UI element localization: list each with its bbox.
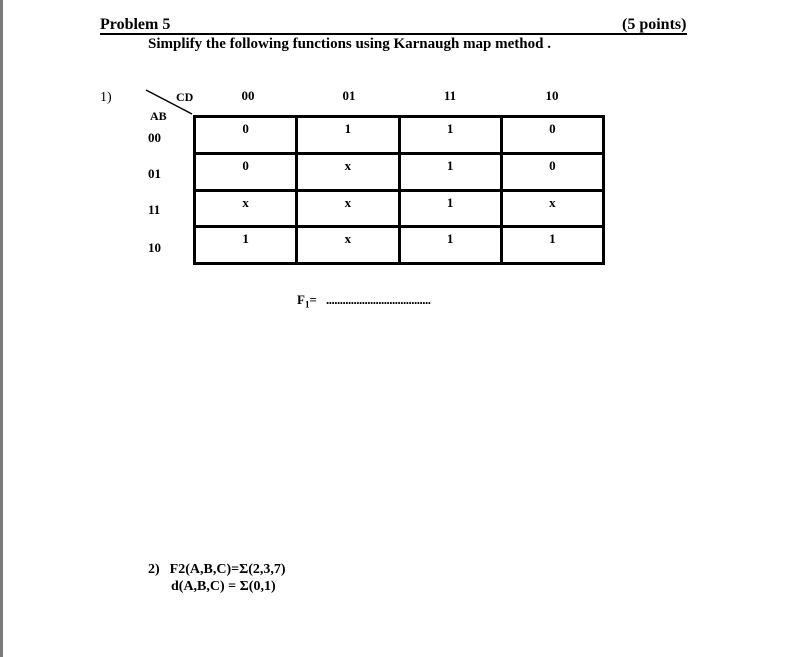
kmap-cell: 1 xyxy=(401,192,503,229)
kmap-cell: 1 xyxy=(196,228,298,265)
kmap-cell: 1 xyxy=(401,228,503,265)
kmap-col-header: 10 xyxy=(545,88,559,103)
answer-label-subscript: 1 xyxy=(304,299,310,310)
instruction-text: Simplify the following functions using Karnaugh map method . xyxy=(148,36,551,52)
kmap-row-header: 00 xyxy=(148,130,161,145)
kmap-row-variables: AB xyxy=(150,109,167,123)
kmap-cell: 1 xyxy=(401,155,503,192)
part2-function-line xyxy=(148,562,286,578)
page-left-edge xyxy=(0,0,3,657)
kmap-cell: x xyxy=(196,192,298,229)
answer-label-f1 xyxy=(297,292,317,310)
kmap-col-header: 11 xyxy=(443,88,457,103)
part1-number: 1) xyxy=(100,90,112,105)
kmap-cell: 1 xyxy=(503,228,605,265)
part2-number: 2) xyxy=(148,562,160,577)
answer-label-equals: = xyxy=(309,292,317,307)
header-rule xyxy=(100,33,687,35)
kmap-col-header: 00 xyxy=(241,88,255,103)
kmap-cell: 1 xyxy=(401,118,503,155)
karnaugh-map-grid xyxy=(193,115,605,265)
kmap-cell: 1 xyxy=(298,118,400,155)
kmap-cell: x xyxy=(503,192,605,229)
kmap-cell: x xyxy=(298,155,400,192)
problem-title: Problem 5 xyxy=(100,16,171,33)
kmap-cell: 0 xyxy=(503,155,605,192)
answer-blank: ...................................... xyxy=(326,292,431,307)
kmap-cell: x xyxy=(298,228,400,265)
kmap-row-header: 01 xyxy=(148,166,161,181)
kmap-row-header: 10 xyxy=(148,240,161,255)
kmap-cell: x xyxy=(298,192,400,229)
kmap-col-header: 01 xyxy=(342,88,356,103)
kmap-row-header: 11 xyxy=(148,202,161,217)
answer-label-main: F xyxy=(297,292,305,307)
part2-dontcare: d(A,B,C) = Σ(0,1) xyxy=(171,579,276,594)
kmap-cell: 0 xyxy=(503,118,605,155)
points-label: (5 points) xyxy=(622,16,687,33)
kmap-column-variables: CD xyxy=(176,90,194,104)
kmap-cell: 0 xyxy=(196,155,298,192)
part2-function: F2(A,B,C)=Σ(2,3,7) xyxy=(169,562,286,577)
kmap-cell: 0 xyxy=(196,118,298,155)
